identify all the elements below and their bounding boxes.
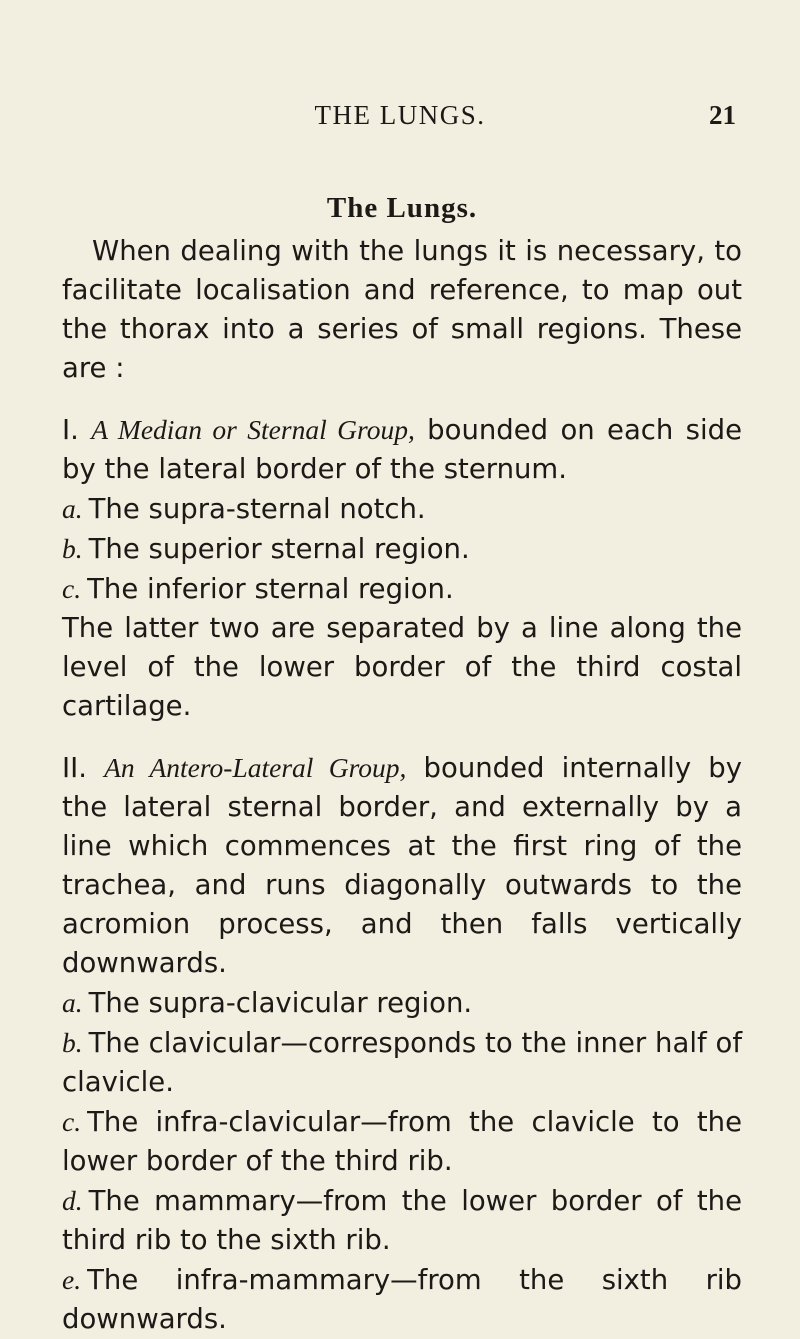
- list-item: [62, 1023, 742, 1102]
- item-text: The supra-clavicular region.: [88, 987, 473, 1019]
- section-antero-lateral-group: [62, 748, 742, 1339]
- section-numeral: II.: [62, 752, 87, 784]
- list-item: [62, 569, 742, 609]
- item-marker: a.: [62, 493, 83, 524]
- item-text: The infra-clavicular—from the clavicle to the lower border of the third rib.: [62, 1106, 742, 1177]
- list-item: [62, 1181, 742, 1260]
- section-heading: [62, 748, 742, 983]
- item-text: The infra-mammary—from the sixth rib downwards.: [62, 1264, 742, 1335]
- section-title: An Antero-Lateral Group,: [104, 752, 407, 783]
- section-description: bounded internally by the lateral sternal border, and externally by a line which commences at the first ring of the trachea, and runs diagonally outwards to the acromion process, and then falls vertically downwards.: [62, 752, 742, 979]
- intro-paragraph: When dealing with the lungs it is necessary, to facilitate localisation and reference, to map out the thorax into a series of small regions. These are :: [62, 235, 742, 384]
- section-description: bounded on each side by the lateral border of the sternum.: [62, 414, 742, 485]
- item-marker: b.: [62, 1027, 83, 1058]
- section-heading: [62, 410, 742, 489]
- item-marker: c.: [62, 573, 82, 604]
- section-title: A Median or Sternal Group,: [91, 414, 415, 445]
- item-marker: e.: [62, 1264, 82, 1295]
- running-header: [0, 100, 800, 136]
- item-marker: b.: [62, 533, 83, 564]
- list-item: [62, 1102, 742, 1181]
- page-number: 21: [709, 100, 736, 130]
- section-note: The latter two are separated by a line along the level of the lower border of the third costal cartilage.: [62, 612, 742, 722]
- section-numeral: I.: [62, 414, 79, 446]
- list-item: [62, 983, 742, 1023]
- item-text: The supra-sternal notch.: [88, 493, 426, 525]
- item-text: The superior sternal region.: [88, 533, 470, 565]
- item-marker: d.: [62, 1185, 83, 1216]
- item-marker: c.: [62, 1106, 82, 1137]
- item-marker: a.: [62, 987, 83, 1018]
- list-item: [62, 529, 742, 569]
- page-body: [62, 190, 742, 1339]
- list-item: [62, 489, 742, 529]
- chapter-heading: The Lungs.: [326, 192, 478, 224]
- item-text: The clavicular—corresponds to the inner half of clavicle.: [62, 1027, 742, 1098]
- section-median-group: [62, 410, 742, 726]
- list-item: [62, 1260, 742, 1339]
- running-title: THE LUNGS.: [314, 100, 486, 130]
- item-text: The inferior sternal region.: [87, 573, 454, 605]
- item-text: The mammary—from the lower border of the third rib to the sixth rib.: [62, 1185, 742, 1256]
